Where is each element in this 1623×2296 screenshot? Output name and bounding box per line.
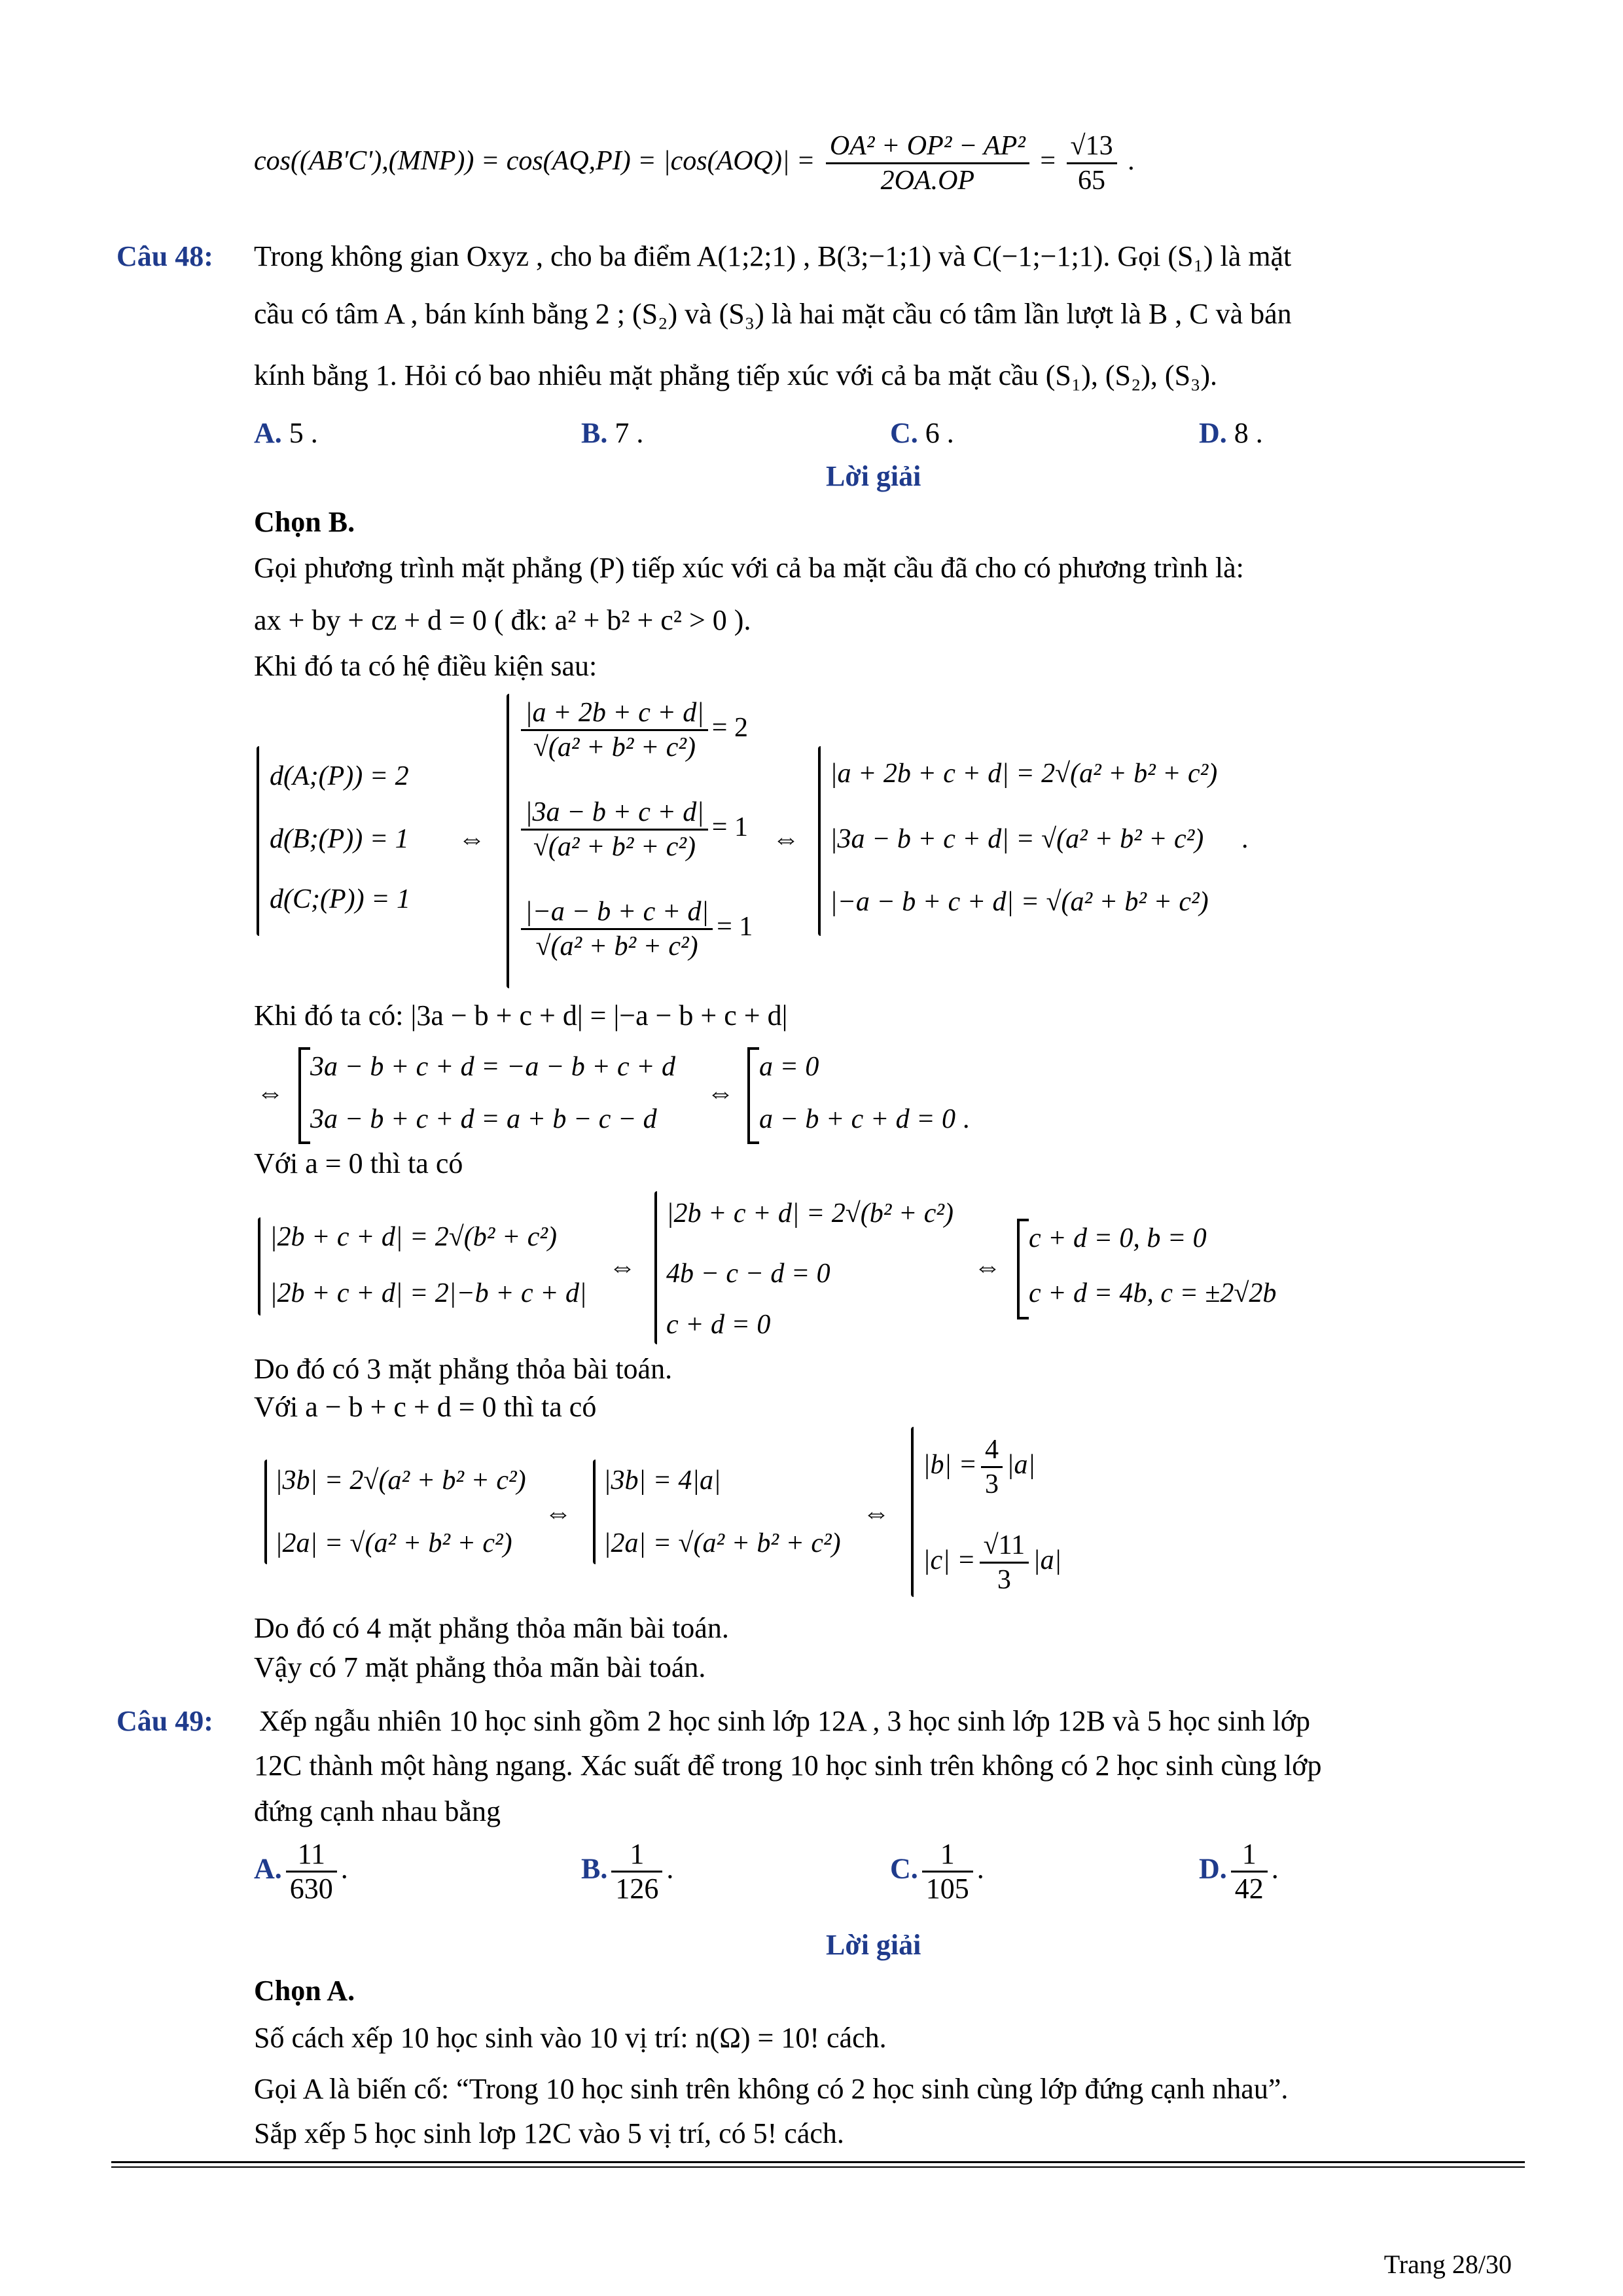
sysA2-row-2: 4b − c − d = 0 (666, 1259, 830, 1289)
sys3-row-3: |−a − b + c + d| = √(a² + b² + c²) (830, 887, 1209, 917)
page-number: Trang 28/30 (1383, 2250, 1512, 2279)
sys2-row-3: $\frac{|-a - b + c + d|}{\text{√(a² + b² + c²)}}$ = 1 (517, 895, 753, 963)
q49-sol-line-2: Gọi A là biến cố: “Trong 10 học sinh trên không có 2 học sinh cùng lớp đứng cạnh nhau”. (254, 2073, 1289, 2105)
sysA1-row-2: |2b + c + d| = 2|−b + c + d| (270, 1278, 587, 1308)
sys3-end-dot: . (1242, 824, 1249, 854)
q49-option-a: A. $\frac{11}{630}$ . (254, 1838, 348, 1905)
q48-sol-line-2: ax + by + cz + d = 0 ( đk: a² + b² + c² > 0 ). (254, 604, 751, 636)
equiv-5: ⇔ (609, 1252, 636, 1282)
sysB1-brace (264, 1460, 267, 1564)
q48-option-a: A. 5 . (254, 417, 318, 449)
footer-rule-bottom (111, 2166, 1525, 2168)
sys3-row-1: |a + 2b + c + d| = 2√(a² + b² + c²) (830, 759, 1218, 789)
sysB3-row-2: |c| = $\frac{√11}{3}$ |a| (923, 1530, 1062, 1595)
sys1-row-2: d(B;(P)) = 1 (270, 824, 409, 854)
top-eq-result: $\frac{√13}{65}$ (1067, 130, 1117, 197)
q48-sol-line-5: Với a = 0 thì ta có (254, 1147, 463, 1179)
q49-option-c: C. $\frac{1}{105}$ . (890, 1838, 984, 1905)
q48-sol-line-1: Gọi phương trình mặt phẳng (P) tiếp xúc với cả ba mặt cầu đã cho có phương trình là: (254, 552, 1244, 584)
q48-sol-line-9: Vậy có 7 mặt phẳng thỏa mãn bài toán. (254, 1651, 706, 1683)
q49-choice: Chọn A. (254, 1975, 355, 2007)
case-b-row-2: a − b + c + d = 0 (759, 1104, 956, 1134)
q49-option-b: B. $\frac{1}{126}$ . (581, 1838, 674, 1905)
sys3-brace (818, 746, 821, 936)
equiv-4: ⇔ (707, 1078, 734, 1108)
q49-line-3: đứng cạnh nhau bằng (254, 1795, 501, 1827)
q48-sol-line-4: Khi đó ta có: |3a − b + c + d| = |−a − b + c + d| (254, 999, 788, 1031)
case-a-row-2: 3a − b + c + d = a + b − c − d (310, 1104, 657, 1134)
question-49-label: Câu 49: (116, 1705, 213, 1737)
q48-solution-title: Lời giải (826, 460, 921, 492)
sys3-row-2: |3a − b + c + d| = √(a² + b² + c²) (830, 824, 1204, 854)
q49-line-2: 12C thành một hàng ngang. Xác suất để trong 10 học sinh trên không có 2 học sinh cùng lớp (254, 1749, 1322, 1782)
equiv-3: ⇔ (257, 1078, 284, 1108)
top-eq-lhs: cos((AB'C'),(MNP)) = cos(AQ,PI) = |cos(AOQ)| = (254, 146, 815, 177)
q48-option-b: B. 7 . (581, 417, 644, 449)
sysB2-row-1: |3b| = 4|a| (603, 1465, 721, 1496)
question-48-label: Câu 48: (116, 240, 213, 272)
q49-sol-line-3: Sắp xếp 5 học sinh lơp 12C vào 5 vị trí, có 5! cách. (254, 2117, 844, 2149)
equiv-7: ⇔ (544, 1498, 572, 1528)
q48-line-3: kính bằng 1. Hỏi có bao nhiêu mặt phẳng tiếp xúc với cả ba mặt cầu (S₁), (S₂), (S₃). (254, 359, 1218, 391)
sysA1-row-1: |2b + c + d| = 2√(b² + c²) (270, 1222, 557, 1252)
sys1-row-3: d(C;(P)) = 1 (270, 884, 410, 914)
equiv-8: ⇔ (863, 1498, 890, 1528)
case-b-row-1: a = 0 (759, 1052, 819, 1082)
sys2-brace (507, 694, 509, 988)
footer-rule-top (111, 2161, 1525, 2163)
sys2-row-2: $\frac{|3a - b + c + d|}{\text{√(a² + b² + c²)}}$ = 1 (517, 796, 748, 863)
q49-sol-line-1: Số cách xếp 10 học sinh vào 10 vị trí: n(Ω) = 10! cách. (254, 2022, 887, 2054)
equiv-2: ⇔ (772, 824, 800, 854)
equiv-6: ⇔ (974, 1252, 1001, 1282)
sysB3-brace (911, 1427, 914, 1597)
sysA2-brace (654, 1191, 657, 1344)
q48-choice: Chọn B. (254, 506, 355, 538)
q48-line-1: Trong không gian Oxyz , cho ba điểm A(1;2;1) , B(3;−1;1) và C(−1;−1;1). Gọi (S₁) là mặt (254, 240, 1292, 272)
q48-line-2: cầu có tâm A , bán kính bằng 2 ; (S₂) và (S₃) là hai mặt cầu có tâm lần lượt là B , C và bán (254, 298, 1292, 330)
q48-sol-line-7: Với a − b + c + d = 0 thì ta có (254, 1391, 597, 1423)
q48-sol-line-3: Khi đó ta có hệ điều kiện sau: (254, 650, 597, 682)
sys2-row-1: $\frac{|a + 2b + c + d|}{\text{√(a² + b² + c²)}}$ = 2 (517, 696, 748, 764)
equiv-1: ⇔ (458, 824, 486, 854)
sysA3-bracket (1017, 1219, 1029, 1319)
q49-option-d: D. $\frac{1}{42}$ . (1199, 1838, 1279, 1905)
sysB3-row-1: |b| = $\frac{4}{3}$ |a| (923, 1435, 1036, 1499)
q49-line-1: Xếp ngẫu nhiên 10 học sinh gồm 2 học sinh lớp 12A , 3 học sinh lớp 12B và 5 học sinh lớp (259, 1705, 1311, 1737)
sys1-brace (257, 746, 259, 936)
q49-solution-title: Lời giải (826, 1929, 921, 1961)
q48-sol-line-6: Do đó có 3 mặt phẳng thỏa bài toán. (254, 1353, 673, 1385)
case-end-dot: . (963, 1104, 971, 1134)
sysA2-row-1: |2b + c + d| = 2√(b² + c²) (666, 1198, 954, 1229)
q48-sol-line-8: Do đó có 4 mặt phẳng thỏa mãn bài toán. (254, 1612, 729, 1644)
sysA1-brace (258, 1217, 260, 1316)
sysB2-row-2: |2a| = √(a² + b² + c²) (603, 1528, 841, 1558)
case-a-bracket (298, 1047, 310, 1144)
top-eq-fraction: $\frac{\text{OA² + OP² − AP²}}{2OA.OP}$ (826, 130, 1029, 197)
sys1-row-1: d(A;(P)) = 2 (270, 761, 409, 791)
sysA2-row-3: c + d = 0 (666, 1310, 771, 1340)
sysA3-row-2: c + d = 4b, c = ±2√2b (1029, 1278, 1277, 1308)
q48-option-c: C. 6 . (890, 417, 954, 449)
case-b-bracket (747, 1047, 759, 1144)
sysA3-row-1: c + d = 0, b = 0 (1029, 1223, 1207, 1253)
sysB1-row-2: |2a| = √(a² + b² + c²) (275, 1528, 512, 1558)
q48-option-d: D. 8 . (1199, 417, 1263, 449)
sysB2-brace (593, 1460, 596, 1564)
top-equation: cos((AB'C'),(MNP)) = cos(AQ,PI) = |cos(AOQ)| = $\frac{\text{OA² + OP² − AP²}}{2OA.OP}$ = $\frac{√13}{65}$ . (254, 131, 1135, 196)
sysB1-row-1: |3b| = 2√(a² + b² + c²) (275, 1465, 526, 1496)
case-a-row-1: 3a − b + c + d = −a − b + c + d (310, 1052, 676, 1082)
